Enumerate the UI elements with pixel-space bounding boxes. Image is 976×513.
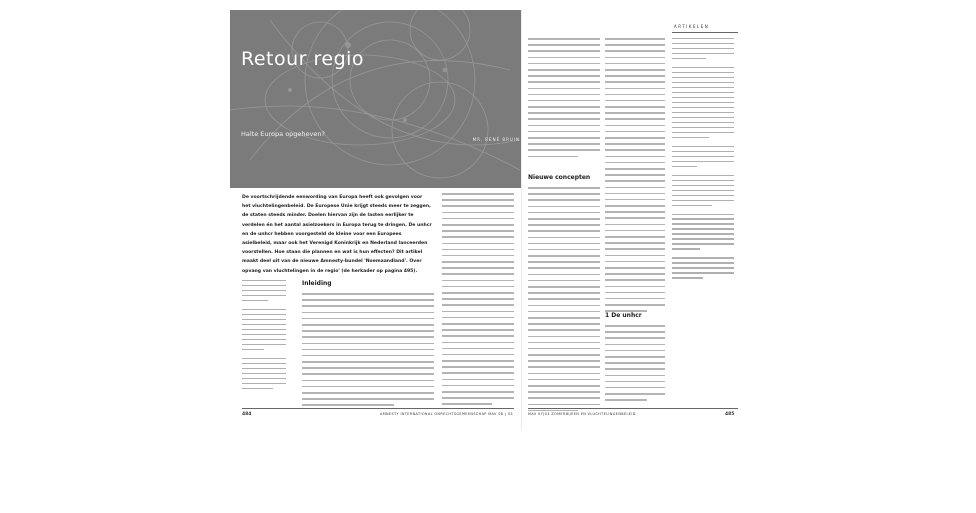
body-column-right-1 xyxy=(528,38,600,162)
body-column-left-page-right xyxy=(442,193,514,410)
article-title: Retour regio xyxy=(241,48,365,70)
side-notes-right xyxy=(672,38,734,282)
footer-rule-left xyxy=(242,408,514,409)
footer-rule-right xyxy=(528,408,738,409)
running-head-rule xyxy=(672,32,738,33)
left-page xyxy=(230,10,522,430)
running-head: ARTIKELEN xyxy=(674,24,710,29)
article-author: MR. RENÉ BRUIN xyxy=(472,137,520,142)
page-number-right: 485 xyxy=(725,412,735,417)
article-subtitle: Halte Europa opgeheven? xyxy=(241,130,325,138)
body-column-right-4 xyxy=(605,325,665,405)
heading-nieuwe-concepten: Nieuwe concepten xyxy=(528,174,591,181)
body-column-right-2 xyxy=(528,187,600,416)
body-column-right-3 xyxy=(605,38,665,316)
footer-left: AMNESTY INTERNATIONAL ONRECHTSGEMEENSCHAP MAV 08 | 03 xyxy=(380,412,513,416)
article-intro: De voortschrijdende eenwording van Europa heeft ook gevolgen voor het vluchtelingenbeleid. De Europese Unie krijgt steeds meer te zeggen, de staten steeds minder. Doelen hiervan zijn de lasten eerlijker te verdelen én het aantal asielzoekers in Europa terug te dringen. De unhcr en de unhcr hebben voorgesteld de kleine voor een Europees asielbeleid, maar ook het Verenigd Koninkrijk en Nederland lanceerden voorstellen. Hoe staan die plannen en wat is hun effecten? Dit artikel maakt deel uit van de nieuwe Amnesty-bundel 'Noemaandland'. Over opvang van vluchtelingen in de regio' (de herkader op pagina 495). xyxy=(242,195,432,274)
side-notes-left xyxy=(242,280,286,393)
footer-right: MAV 07|03 ZOMERBIJEEN EN VLUCHTELINGENBELEID xyxy=(528,412,636,416)
heading-inleiding: Inleiding xyxy=(302,280,332,287)
body-column-inleiding xyxy=(302,293,434,411)
magazine-spread xyxy=(230,10,745,430)
banner-ornament-graphic xyxy=(230,10,522,188)
heading-unhcr: 1 De unhcr xyxy=(605,312,642,319)
article-banner xyxy=(230,10,522,188)
page-number-left: 484 xyxy=(242,412,252,417)
right-page xyxy=(522,10,745,430)
